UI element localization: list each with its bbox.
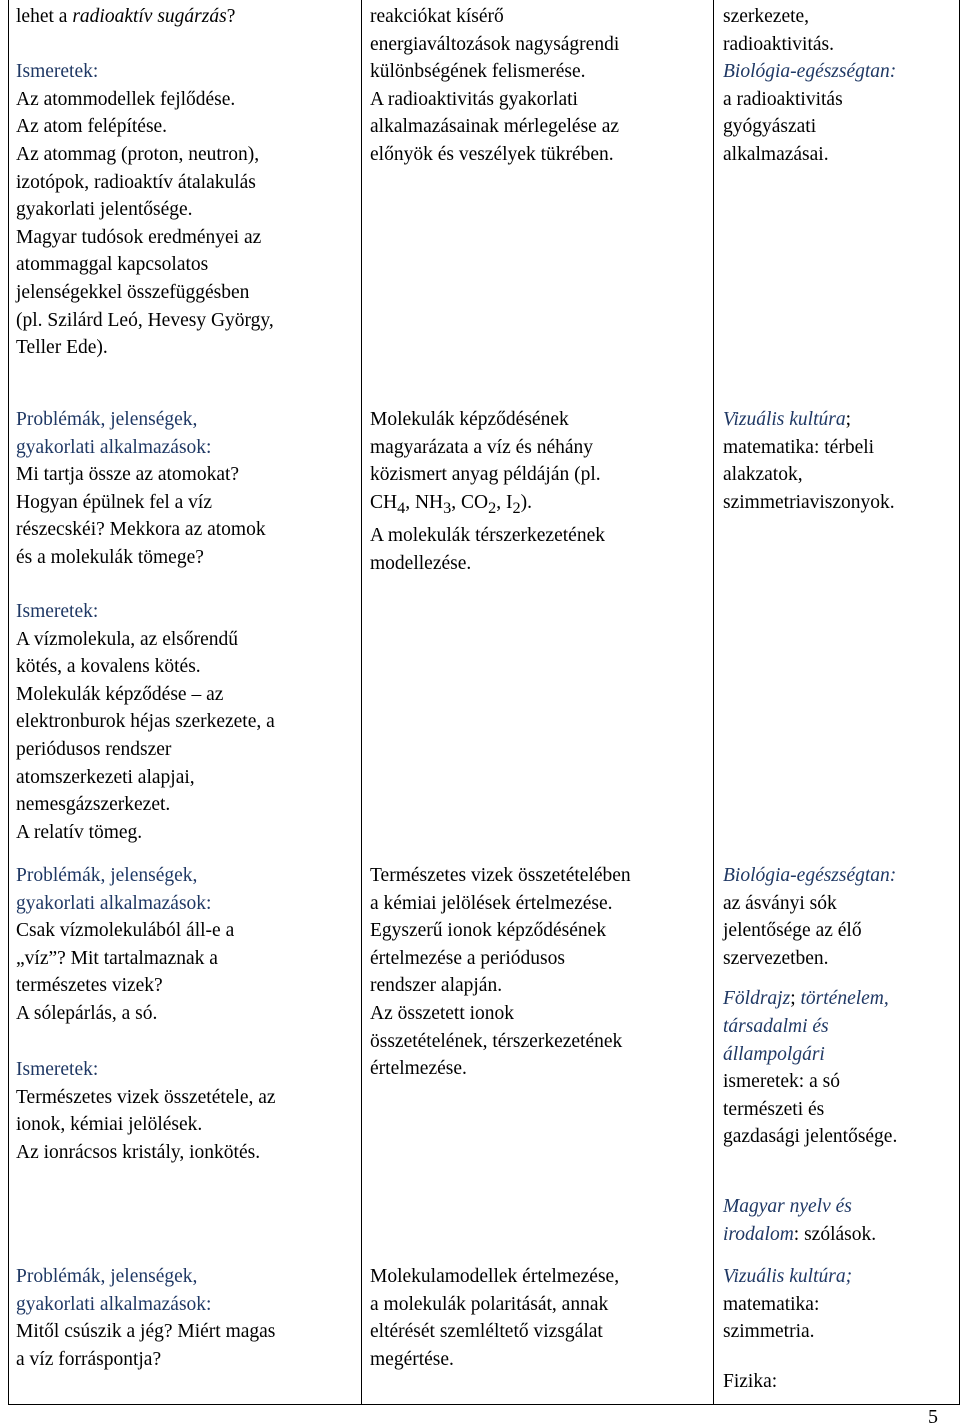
section-heading: Problémák, jelenségek, — [16, 865, 198, 886]
text-line: rendszer alapján. — [370, 975, 503, 997]
text-line: „víz”? Mit tartalmaznak a — [16, 947, 218, 969]
text-line: szerkezete, — [723, 6, 810, 27]
text-line: magyarázata a víz és néhány — [370, 436, 594, 458]
section-heading: gyakorlati alkalmazások: — [16, 892, 212, 914]
text-line: alakzatok, — [723, 464, 803, 486]
connections-block-minerals — [723, 862, 953, 1151]
text-line: a kémiai jelölések értelmezése. — [370, 892, 613, 914]
text-line: Teller Ede). — [16, 337, 108, 359]
section-heading: gyakorlati alkalmazások: — [16, 436, 212, 458]
requirements-block-radioactivity — [370, 3, 706, 169]
text-line: megértése. — [370, 1348, 454, 1370]
text-line: A molekulák térszerkezetének — [370, 525, 605, 547]
text-line: reakciókat kísérő — [370, 6, 504, 27]
text-line: a molekulák polaritását, annak — [370, 1293, 609, 1315]
text-line: eltérését szemléltető vizsgálat — [370, 1321, 603, 1343]
section-heading: Ismeretek: — [16, 601, 99, 622]
text-line: alkalmazásainak mérlegelése az — [370, 116, 620, 138]
text-line: ionok, kémiai jelölések. — [16, 1114, 203, 1136]
column-divider — [713, 0, 714, 1404]
text-line: Természetes vizek összetétele, az — [16, 1086, 276, 1108]
text-line: A vízmolekula, az elsőrendű — [16, 628, 239, 650]
section-heading: Problémák, jelenségek, — [16, 409, 198, 430]
subject-name: Vizuális kultúra — [723, 409, 846, 430]
section-heading: Problémák, jelenségek, — [16, 1266, 198, 1287]
text-line: atommaggal kapcsolatos — [16, 254, 209, 276]
text-line: A radioaktivitás gyakorlati — [370, 88, 578, 110]
text-line: közismert anyag példáján (pl. — [370, 464, 601, 486]
problems-block-water — [16, 862, 354, 1028]
text-line: Az atommodellek fejlődése. — [16, 88, 236, 110]
text-line: Természetes vizek összetételében — [370, 865, 631, 886]
subject-name: Vizuális kultúra; — [723, 1266, 853, 1287]
text-line: atomszerkezeti alapjai, — [16, 766, 195, 788]
text-line: értelmezése a periódusos — [370, 947, 565, 969]
topics-block-ions — [16, 1056, 354, 1166]
text-line: összetételének, térszerkezetének — [370, 1030, 623, 1052]
text-line: Molekulamodellek értelmezése, — [370, 1266, 620, 1287]
text-line: gazdasági jelentősége. — [723, 1126, 898, 1148]
text-line: Molekulák képződése – az — [16, 683, 224, 705]
text-line: Egyszerű ionok képződésének — [370, 920, 607, 942]
problems-block-ice — [16, 1263, 354, 1373]
text-line: Az ionrácsos kristály, ionkötés. — [16, 1141, 261, 1163]
text-line: különbségének felismerése. — [370, 61, 586, 83]
text-line: a radioaktivitás — [723, 88, 843, 110]
text-line: Mitől csúszik a jég? Miért magas — [16, 1321, 276, 1343]
text-line: radioaktivitás. — [723, 33, 835, 55]
text-line: a víz forráspontja? — [16, 1348, 162, 1370]
text-line: és a molekulák tömege? — [16, 546, 204, 568]
text-line: Az atommag (proton, neutron), — [16, 143, 260, 165]
requirements-block-molecules — [370, 406, 706, 577]
text-line: energiaváltozások nagyságrendi — [370, 33, 620, 55]
text-line: Földrajz; történelem, — [723, 988, 889, 1010]
text-line: Fizika: — [723, 1370, 778, 1392]
subject-name: Magyar nyelv és — [723, 1196, 852, 1217]
text-line: alkalmazásai. — [723, 143, 829, 165]
text-line: Vizuális kultúra; — [723, 409, 852, 430]
text-line: periódusos rendszer — [16, 738, 172, 760]
text-line: Az összetett ionok — [370, 1002, 515, 1024]
text-line: természetes vizek? — [16, 975, 163, 997]
text-line: modellezése. — [370, 552, 472, 574]
text-line: Csak vízmolekulából áll-e a — [16, 920, 235, 942]
subject-name: állampolgári — [723, 1043, 825, 1065]
page-number: 5 — [928, 1406, 938, 1428]
section-heading: Ismeretek: — [16, 61, 99, 83]
text-line: szervezetben. — [723, 947, 829, 969]
text-line: Molekulák képződésének — [370, 409, 569, 430]
subject-name: társadalmi és — [723, 1015, 829, 1037]
section-heading: gyakorlati alkalmazások: — [16, 1293, 212, 1315]
chemical-formulas: $CH_4$, $NH_3$, $CO_2$, $I_2$). — [370, 491, 532, 517]
topics-block-molecules — [16, 598, 354, 846]
text-line: A relatív tömeg. — [16, 821, 143, 843]
text-line: jelenségekkel összefüggésben — [16, 281, 250, 303]
text-line: matematika: térbeli — [723, 436, 875, 458]
subject-name: Biológia-egészségtan: — [723, 865, 897, 886]
text-line: Magyar tudósok eredményei az — [16, 226, 262, 248]
topics-block-atoms — [16, 3, 354, 362]
text-line: A sólepárlás, a só. — [16, 1002, 158, 1024]
text-line: kötés, a kovalens kötés. — [16, 656, 201, 678]
text-line: Hogyan épülnek fel a víz — [16, 491, 213, 513]
connections-block-biology — [723, 3, 953, 169]
text-line: részecskéi? Mekkora az atomok — [16, 519, 266, 541]
text-line: gyakorlati jelentősége. — [16, 199, 193, 221]
text-line: (pl. Szilárd Leó, Hevesy György, — [16, 309, 274, 331]
requirements-block-ions — [370, 862, 706, 1083]
text-line: szimmetriaviszonyok. — [723, 491, 895, 513]
text-line: Mi tartja össze az atomokat? — [16, 464, 240, 486]
text-line: előnyök és veszélyek tükrében. — [370, 143, 614, 165]
text-line: lehet a radioaktív sugárzás? — [16, 6, 236, 27]
requirements-block-models — [370, 1263, 706, 1373]
text-line: gyógyászati — [723, 116, 817, 138]
connections-block-literature — [723, 1193, 953, 1248]
text-line: matematika: — [723, 1293, 820, 1315]
text-line: Az atom felépítése. — [16, 116, 168, 138]
text-line: irodalom: szólások. — [723, 1223, 877, 1245]
text-line: elektronburok héjas szerkezete, a — [16, 711, 275, 733]
text-line: természeti és — [723, 1098, 825, 1120]
text-line: értelmezése. — [370, 1058, 467, 1080]
text-line: nemesgázszerkezet. — [16, 794, 171, 816]
connections-block-visual — [723, 406, 953, 516]
connections-block-symmetry — [723, 1263, 953, 1395]
text-line: az ásványi sók — [723, 892, 837, 914]
text-line: ismeretek: a só — [723, 1071, 840, 1093]
column-divider — [361, 0, 362, 1404]
problems-block-atoms — [16, 406, 354, 572]
text-line: jelentősége az élő — [723, 920, 862, 942]
subject-name: Biológia-egészségtan: — [723, 61, 897, 83]
text-line: szimmetria. — [723, 1321, 815, 1343]
section-heading: Ismeretek: — [16, 1059, 99, 1080]
text-line: izotópok, radioaktív átalakulás — [16, 171, 256, 193]
